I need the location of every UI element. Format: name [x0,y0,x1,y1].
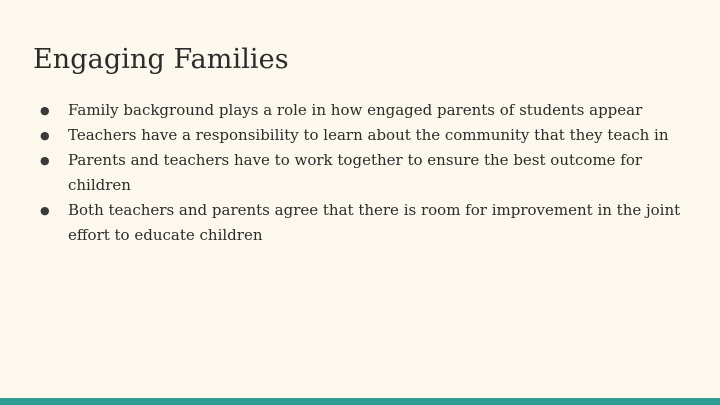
bullet-icon: ● [40,204,50,217]
bullet-item [40,148,700,198]
bullet-text: Parents and teachers have to work together to ensure the best outcome for children [68,151,643,194]
accent-bar [0,398,720,405]
slide-title: Engaging Families [33,44,289,75]
bullet-icon: ● [40,154,50,167]
bullet-icon: ● [40,104,50,117]
bullet-item [40,198,700,248]
bullet-text: Both teachers and parents agree that there is room for improvement in the joint effort to educate children [68,201,681,244]
bullet-item [40,123,700,148]
bullet-icon: ● [40,129,50,142]
bullet-list [40,98,700,248]
bullet-text: Family background plays a role in how engaged parents of students appear [68,101,643,119]
bullet-text: Teachers have a responsibility to learn about the community that they teach in [68,126,669,144]
bullet-item [40,98,700,123]
